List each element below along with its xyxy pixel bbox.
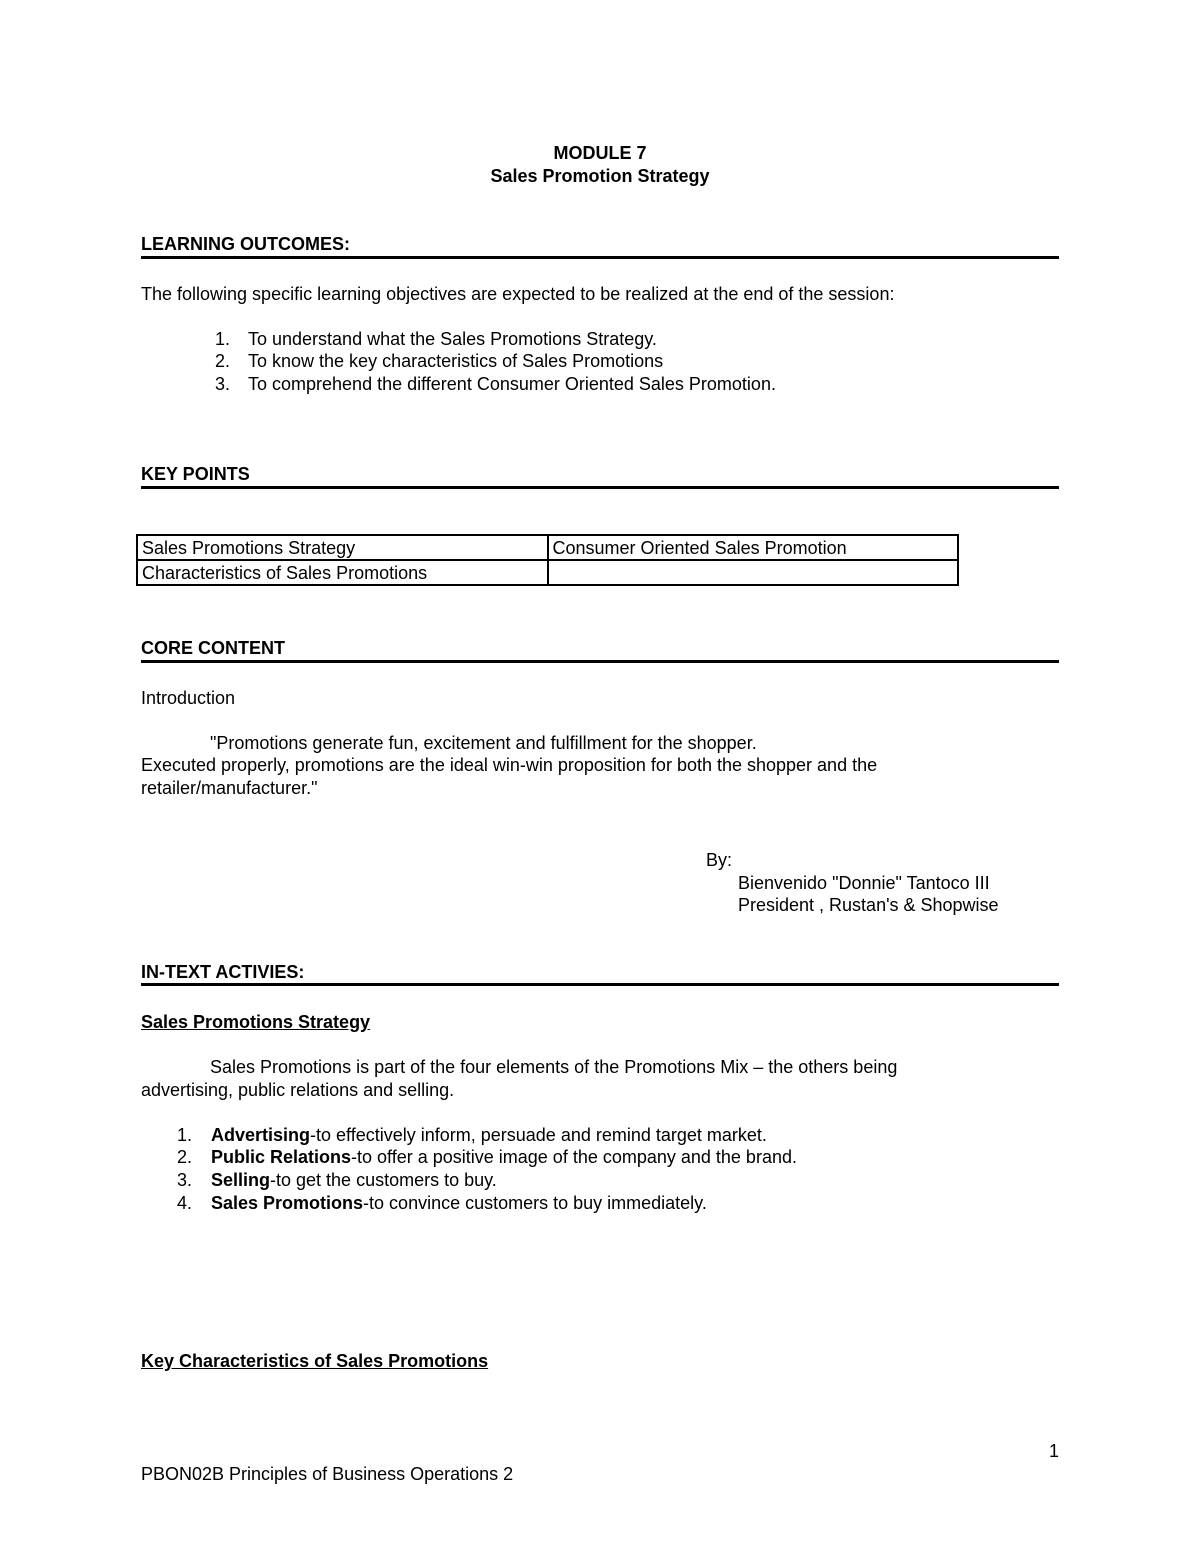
- list-text: [211, 1124, 767, 1146]
- learning-outcomes-heading: LEARNING OUTCOMES:: [141, 234, 350, 254]
- list-description: -to convince customers to buy immediately.: [363, 1193, 707, 1213]
- by-label: By:: [706, 850, 733, 870]
- list-text: [211, 1146, 797, 1168]
- quote-line: retailer/manufacturer.": [141, 778, 318, 798]
- section-divider: [141, 256, 1059, 259]
- paragraph-line: advertising, public relations and selling.: [141, 1080, 455, 1100]
- list-description: -to effectively inform, persuade and remind target market.: [310, 1125, 767, 1145]
- list-term: Selling: [211, 1170, 271, 1190]
- section-divider: [141, 660, 1059, 663]
- module-number: MODULE 7: [553, 143, 647, 163]
- footer-course: PBON02B Principles of Business Operations 2: [141, 1464, 514, 1484]
- list-number: 3.: [176, 1170, 192, 1190]
- sales-promotions-strategy-subheading: Sales Promotions Strategy: [141, 1012, 371, 1032]
- table-row: [137, 535, 958, 560]
- list-number: 4.: [176, 1193, 192, 1213]
- table-row: [137, 560, 958, 585]
- list-term: Sales Promotions: [211, 1193, 364, 1213]
- list-term: Public Relations: [211, 1147, 352, 1167]
- author-title: President , Rustan's & Shopwise: [738, 895, 999, 915]
- key-characteristics-subheading: Key Characteristics of Sales Promotions: [141, 1351, 489, 1371]
- list-text: To comprehend the different Consumer Oriented Sales Promotion.: [248, 374, 776, 394]
- author-name: Bienvenido "Donnie" Tantoco III: [738, 873, 990, 893]
- core-content-heading: CORE CONTENT: [141, 638, 285, 658]
- page-number: 1: [1048, 1441, 1059, 1461]
- section-divider: [141, 486, 1059, 489]
- list-description: -to offer a positive image of the company and the brand.: [351, 1147, 797, 1167]
- list-number: 1.: [176, 1125, 192, 1145]
- quote-line: Executed properly, promotions are the ideal win-win proposition for both the shopper and the: [141, 755, 878, 775]
- in-text-activities-heading: IN-TEXT ACTIVIES:: [141, 962, 305, 982]
- paragraph-line: Sales Promotions is part of the four elements of the Promotions Mix – the others being: [210, 1057, 898, 1077]
- list-number: 3.: [214, 374, 230, 394]
- list-text: [211, 1169, 497, 1191]
- table-cell: Characteristics of Sales Promotions: [137, 560, 548, 585]
- key-points-heading: KEY POINTS: [141, 464, 250, 484]
- list-number: 2.: [176, 1147, 192, 1167]
- list-description: -to get the customers to buy.: [270, 1170, 497, 1190]
- list-number: 2.: [214, 351, 230, 371]
- learning-outcomes-intro: The following specific learning objectives are expected to be realized at the end of the session:: [141, 284, 895, 304]
- page-title: Sales Promotion Strategy: [490, 166, 710, 186]
- list-text: [211, 1192, 707, 1214]
- quote-line: "Promotions generate fun, excitement and fulfillment for the shopper.: [210, 733, 757, 753]
- list-text: To know the key characteristics of Sales Promotions: [248, 351, 664, 371]
- table-cell: [548, 560, 959, 585]
- list-term: Advertising: [211, 1125, 311, 1145]
- introduction-label: Introduction: [141, 688, 236, 708]
- list-text: To understand what the Sales Promotions Strategy.: [248, 329, 657, 349]
- key-points-table: [136, 534, 959, 586]
- list-number: 1.: [214, 329, 230, 349]
- table-cell: Sales Promotions Strategy: [137, 535, 548, 560]
- section-divider: [141, 983, 1059, 986]
- table-cell: Consumer Oriented Sales Promotion: [548, 535, 959, 560]
